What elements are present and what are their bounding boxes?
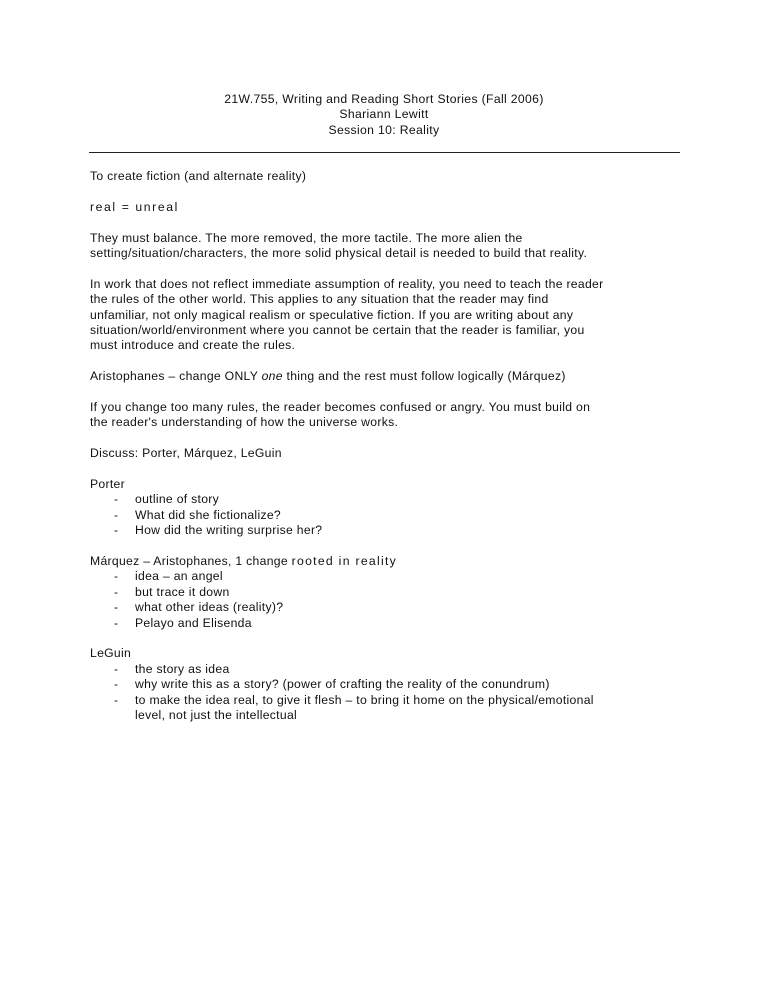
marquez-section xyxy=(90,554,680,631)
list-item-text-continued: level, not just the intellectual xyxy=(135,708,298,723)
list-item xyxy=(90,693,680,724)
rules-line-2: the rules of the other world. This applies to any situation that the reader may find xyxy=(90,292,549,307)
marquez-title-prefix: Márquez – Aristophanes, 1 change xyxy=(90,554,292,569)
list-item-text: outline of story xyxy=(135,492,220,507)
list-item-text: the story as idea xyxy=(135,661,230,676)
rules-line-3: unfamiliar, not only magical realism or speculative fiction. If you are writing about any xyxy=(90,307,574,322)
aristophanes-paragraph xyxy=(90,369,680,384)
balance-line-2: setting/situation/characters, the more solid physical detail is needed to build that reality. xyxy=(90,246,588,260)
aristophanes-emphasis: one xyxy=(261,369,283,384)
list-item xyxy=(90,616,680,631)
aristophanes-before: Aristophanes – change ONLY xyxy=(90,369,262,384)
dash-bullet: - xyxy=(114,523,119,538)
list-item xyxy=(90,508,680,523)
intro-paragraph xyxy=(90,169,680,184)
too-many-line-1: If you change too many rules, the reader becomes confused or angry. You must build on xyxy=(90,400,591,415)
document-header xyxy=(0,92,768,138)
dash-bullet: - xyxy=(114,677,119,692)
porter-section xyxy=(90,477,680,539)
dash-bullet: - xyxy=(114,692,119,707)
balance-line-1: They must balance. The more removed, the more tactile. The more alien the xyxy=(90,230,523,245)
list-item-text: but trace it down xyxy=(135,584,230,599)
balance-paragraph xyxy=(90,231,680,262)
marquez-list xyxy=(90,569,680,631)
document-body xyxy=(90,169,680,739)
list-item-text: what other ideas (reality)? xyxy=(135,600,284,615)
header-divider xyxy=(89,152,680,153)
list-item xyxy=(90,492,680,507)
too-many-paragraph xyxy=(90,400,680,431)
list-item xyxy=(90,569,680,584)
dash-bullet: - xyxy=(114,600,119,615)
dash-bullet: - xyxy=(114,615,119,630)
dash-bullet: - xyxy=(114,507,119,522)
list-item xyxy=(90,662,680,677)
discuss-paragraph xyxy=(90,446,680,461)
rules-paragraph xyxy=(90,277,680,354)
aristophanes-after: thing and the rest must follow logically (Márquez) xyxy=(282,369,566,384)
dash-bullet: - xyxy=(114,584,119,599)
porter-list xyxy=(90,492,680,538)
course-title: 21W.755, Writing and Reading Short Stories (Fall 2006) xyxy=(224,92,544,106)
equation-paragraph xyxy=(90,200,680,215)
marquez-title-spaced: rooted in reality xyxy=(291,554,398,569)
intro-line: To create fiction (and alternate reality) xyxy=(90,169,307,183)
leguin-list xyxy=(90,662,680,724)
porter-title: Porter xyxy=(90,477,125,492)
author-name: Shariann Lewitt xyxy=(339,107,429,122)
leguin-title: LeGuin xyxy=(90,646,132,661)
equation-line: real = unreal xyxy=(90,199,179,214)
list-item xyxy=(90,600,680,615)
list-item xyxy=(90,677,680,692)
list-item-text: to make the idea real, to give it flesh – to bring it home on the physical/emotional xyxy=(135,692,594,707)
list-item-text: Pelayo and Elisenda xyxy=(135,615,252,630)
rules-line-1: In work that does not reflect immediate assumption of reality, you need to teach the reader xyxy=(90,276,604,291)
dash-bullet: - xyxy=(114,492,119,507)
list-item-text: What did she fictionalize? xyxy=(135,507,281,522)
leguin-section xyxy=(90,646,680,723)
rules-line-4: situation/world/environment where you cannot be certain that the reader is familiar, you xyxy=(90,323,585,338)
list-item-text: How did the writing surprise her? xyxy=(135,523,323,538)
aristophanes-line xyxy=(90,369,680,384)
list-item-text: idea – an angel xyxy=(135,569,223,584)
discuss-line: Discuss: Porter, Márquez, LeGuin xyxy=(90,446,282,461)
list-item xyxy=(90,523,680,538)
session-title: Session 10: Reality xyxy=(328,122,440,137)
list-item-text: why write this as a story? (power of crafting the reality of the conundrum) xyxy=(135,677,550,692)
too-many-line-2: the reader's understanding of how the universe works. xyxy=(90,415,399,430)
marquez-title xyxy=(90,554,680,569)
rules-line-5: must introduce and create the rules. xyxy=(90,338,296,353)
dash-bullet: - xyxy=(114,569,119,584)
list-item xyxy=(90,585,680,600)
dash-bullet: - xyxy=(114,661,119,676)
